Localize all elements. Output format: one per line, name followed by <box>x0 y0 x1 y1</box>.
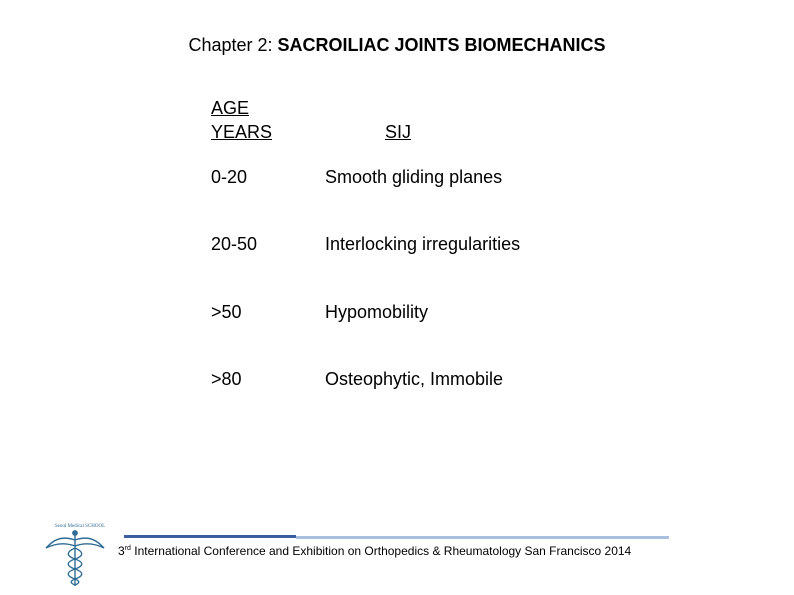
footer-text: International Conference and Exhibition on Orthopedics & Rheumatology San Francisco 2014 <box>130 544 632 558</box>
title-prefix: Chapter 2: <box>188 35 278 55</box>
row-description: Interlocking irregularities <box>325 234 521 254</box>
header-sij: SIJ <box>385 122 412 142</box>
header-age-line2: YEARS <box>211 122 273 142</box>
footer-rule-dark <box>124 535 296 538</box>
row-age: 0-20 <box>211 167 248 187</box>
row-age: >80 <box>211 369 242 389</box>
row-age: >50 <box>211 302 242 322</box>
header-age-years <box>211 96 272 144</box>
row-description: Osteophytic, Immobile <box>325 369 504 389</box>
header-age-line1: AGE <box>211 98 250 118</box>
footer-ordinal: 3 <box>118 544 125 558</box>
title-bold: SACROILIAC JOINTS BIOMECHANICS <box>277 35 606 55</box>
row-age: 20-50 <box>211 234 258 254</box>
footer-ordinal-suffix: rd <box>124 545 131 552</box>
page-title <box>0 35 794 56</box>
row-description: Hypomobility <box>325 302 429 322</box>
row-description: Smooth gliding planes <box>325 167 503 187</box>
footer-rule-light <box>296 536 669 539</box>
footer-caption <box>118 544 631 558</box>
caduceus-icon <box>38 522 120 590</box>
logo-caption: Seoul Medical SCHOOL <box>54 524 106 529</box>
